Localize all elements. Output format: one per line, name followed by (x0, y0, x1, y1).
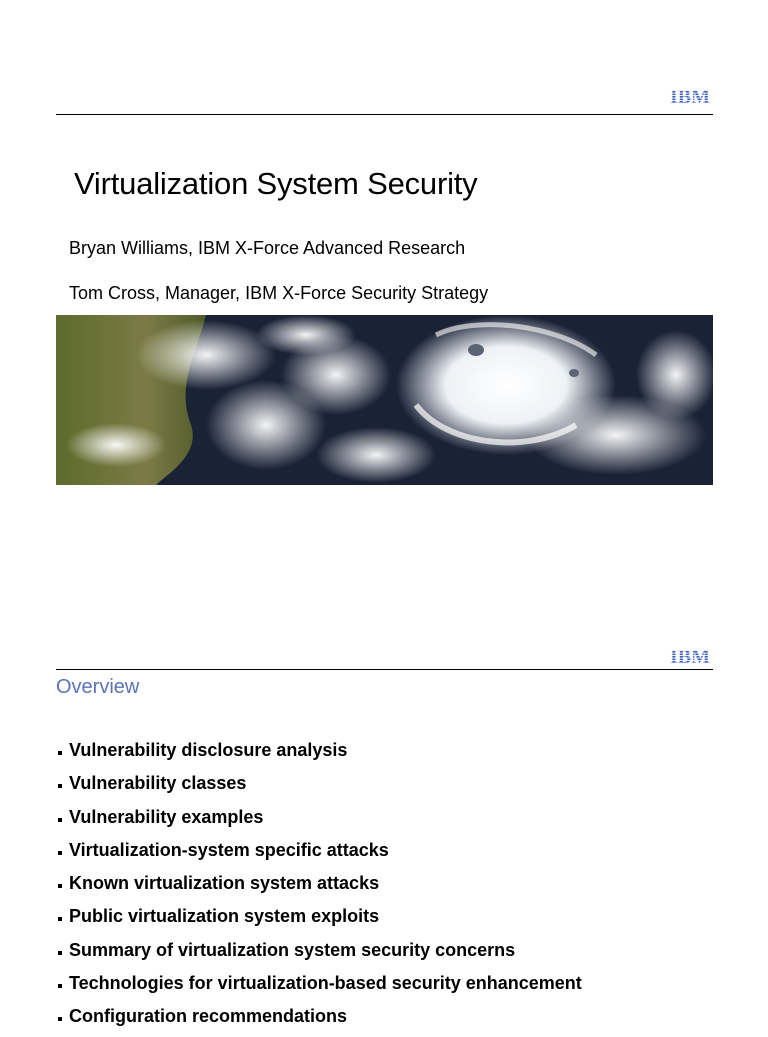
bullet-item: Public virtualization system exploits (56, 903, 582, 936)
overview-bullet-list (56, 737, 582, 1037)
bullet-item: Vulnerability disclosure analysis (56, 737, 582, 770)
bullet-item: Vulnerability classes (56, 770, 582, 803)
slide-title: Virtualization System Security (74, 166, 478, 201)
square-bullet-icon (58, 917, 62, 921)
bullet-item: Technologies for virtualization-based security enhancement (56, 970, 582, 1003)
author-line-2: Tom Cross, Manager, IBM X-Force Security Strategy (69, 283, 489, 303)
square-bullet-icon (58, 851, 62, 855)
bullet-item: Summary of virtualization system security concerns (56, 937, 582, 970)
square-bullet-icon (58, 818, 62, 822)
square-bullet-icon (58, 951, 62, 955)
bullet-item: Vulnerability examples (56, 804, 582, 837)
overview-slide (0, 560, 768, 1027)
hurricane-satellite-photo (56, 315, 713, 485)
square-bullet-icon (58, 984, 62, 988)
svg-text:IBM: IBM (670, 646, 710, 666)
square-bullet-icon (58, 751, 62, 755)
square-bullet-icon (58, 884, 62, 888)
svg-text:IBM: IBM (670, 86, 710, 106)
author-line-1: Bryan Williams, IBM X-Force Advanced Research (69, 238, 466, 258)
header-rule (56, 669, 713, 670)
ibm-logo (668, 86, 712, 106)
header-rule (56, 114, 713, 115)
ibm-logo (668, 646, 712, 666)
bullet-item: Virtualization-system specific attacks (56, 837, 582, 870)
square-bullet-icon (58, 784, 62, 788)
overview-heading: Overview (56, 676, 140, 698)
bullet-item: Known virtualization system attacks (56, 870, 582, 903)
square-bullet-icon (58, 1017, 62, 1021)
bullet-item: Configuration recommendations (56, 1003, 582, 1036)
